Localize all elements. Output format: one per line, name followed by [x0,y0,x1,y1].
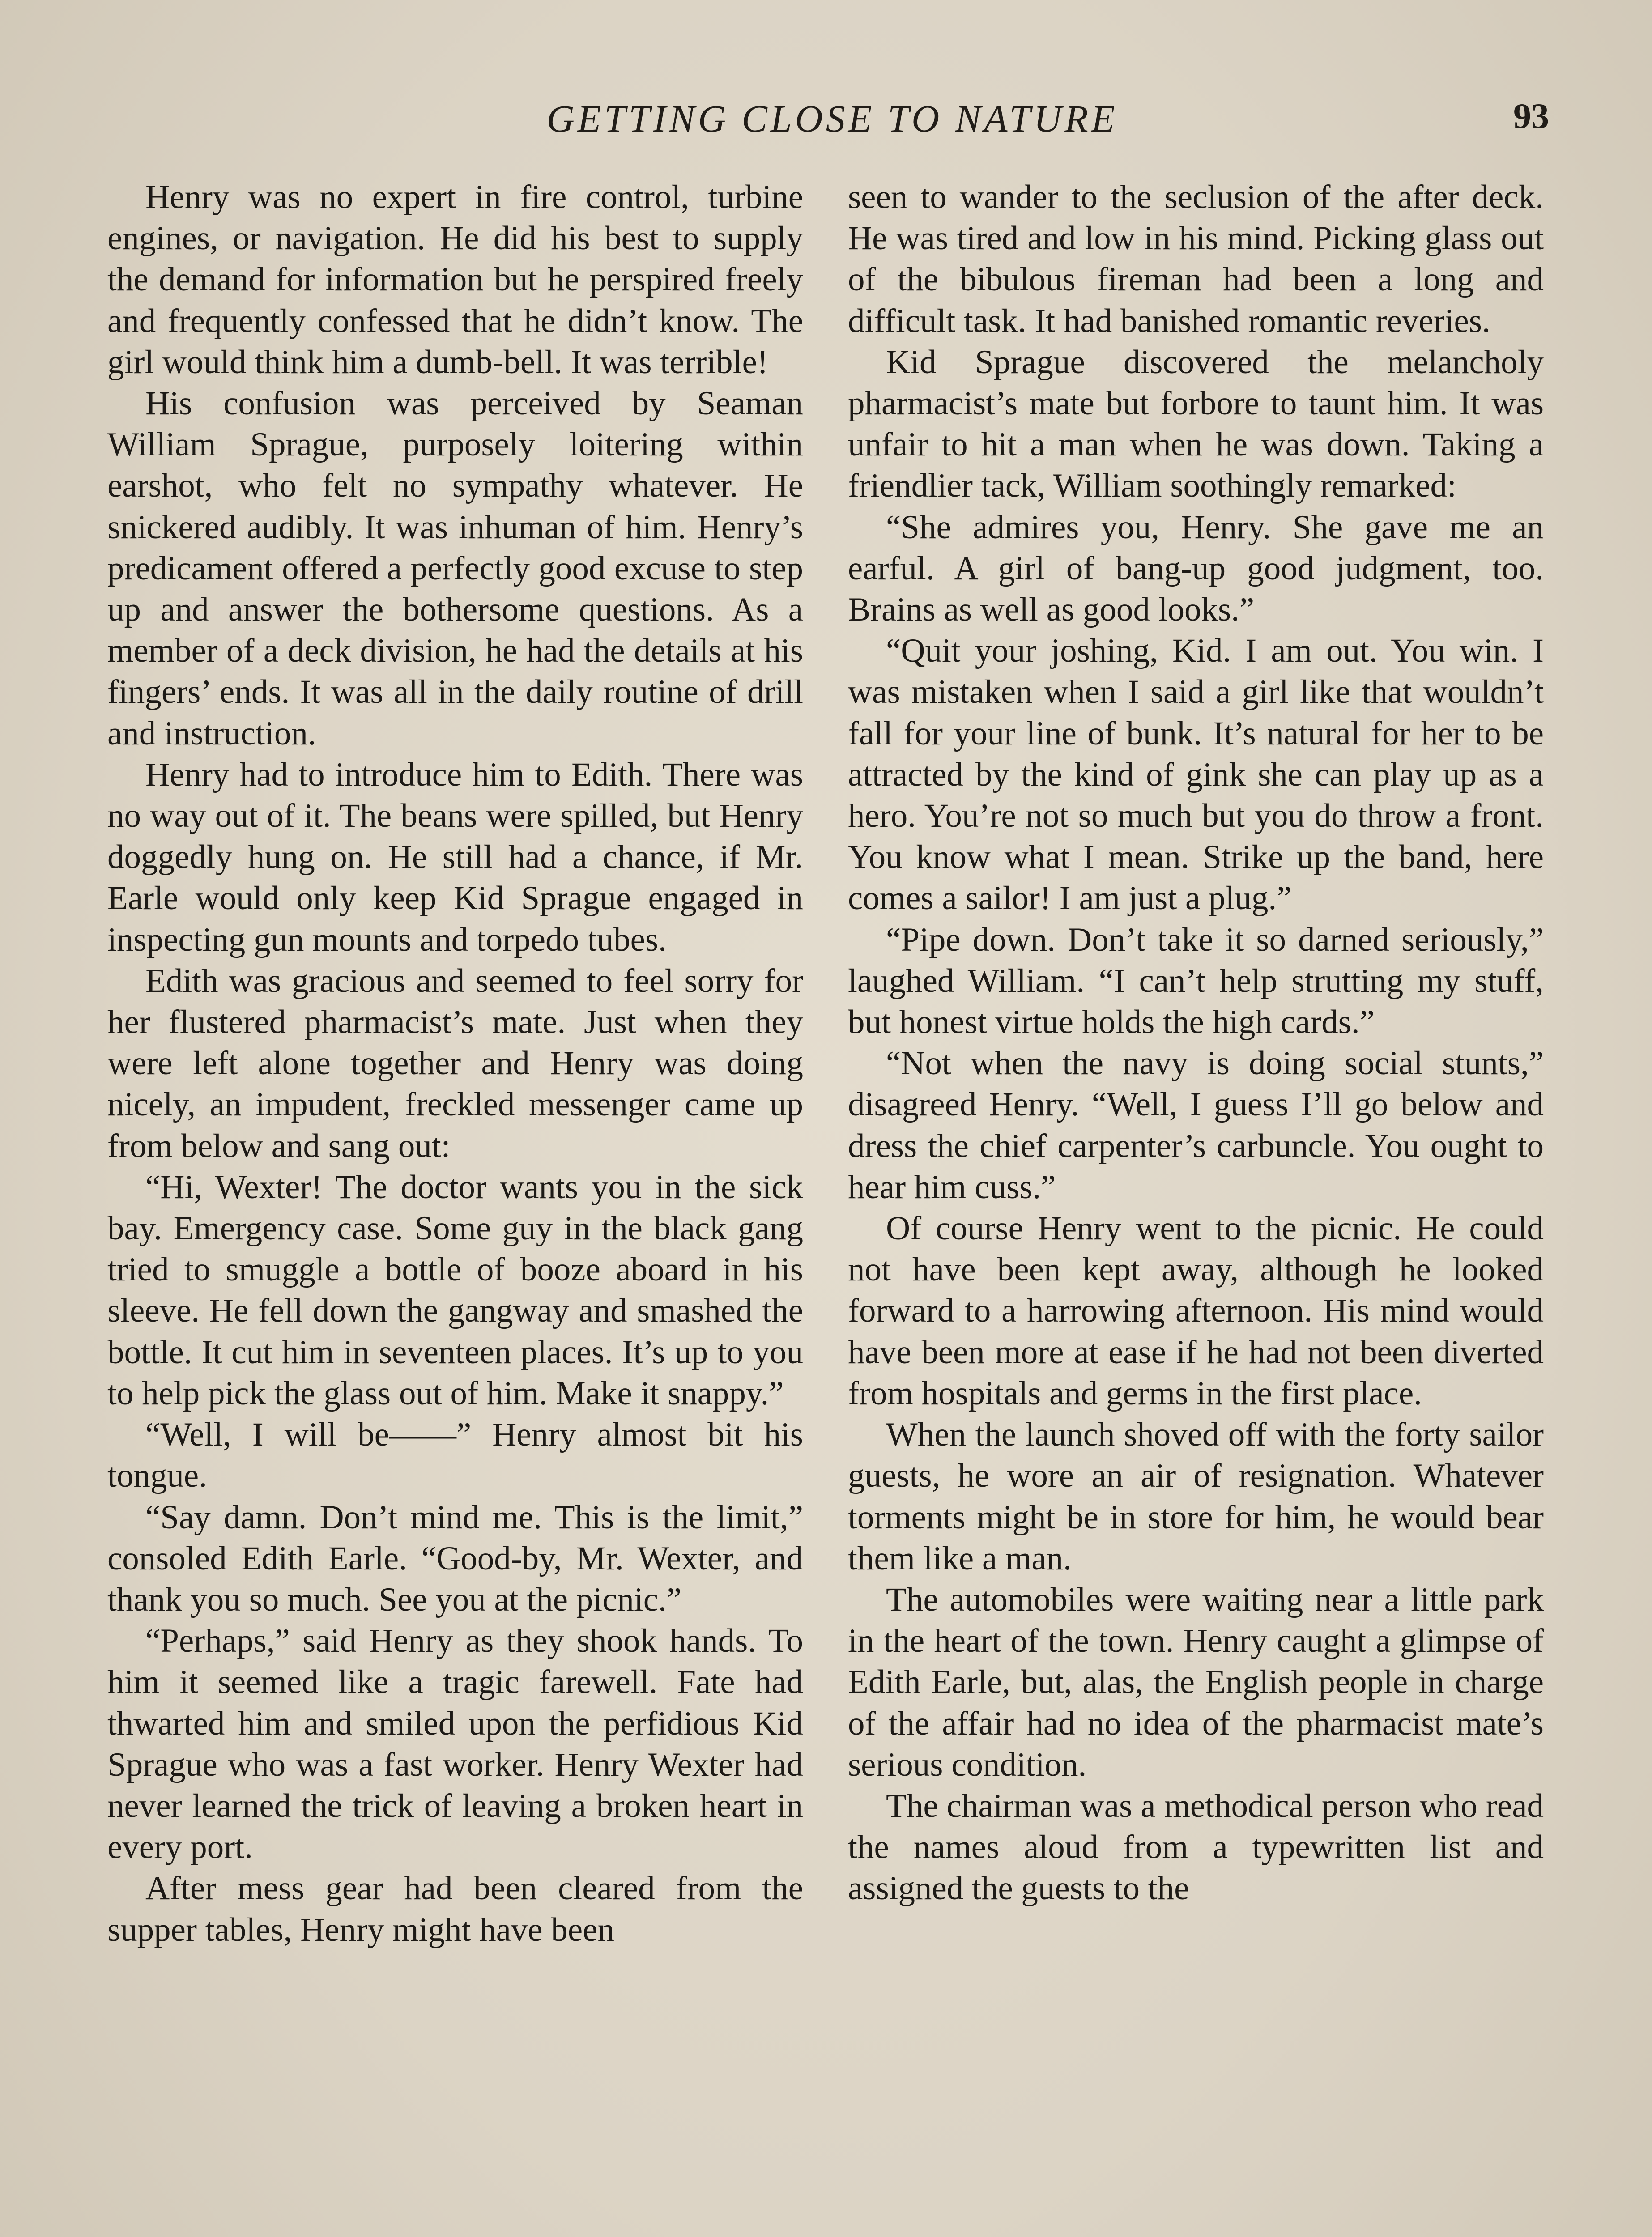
paragraph: The automobiles were waiting near a little park in the heart of the town. Henry caught a glimpse of Edith Earle, but, alas, the English people in charge of the affair had no idea of the pharmacist mate’s serious condition. [848,1581,1544,1783]
right-text-column [848,177,1544,1910]
paragraph: The chairman was a methodical person who read the names aloud from a typewritten list and assigned the guests to the [848,1787,1544,1907]
paragraph: Of course Henry went to the picnic. He could not have been kept away, although he looked forward to a harrowing afternoon. His mind would have been more at ease if he had not been diverted from hospitals and germs in the first place. [848,1210,1544,1412]
paragraph-continued: seen to wander to the seclusion of the after deck. He was tired and low in his mind. Picking glass out of the bibulous fireman had been a long and difficult task. It had banished romantic reveries. [848,179,1544,340]
running-title: GETTING CLOSE TO NATURE [546,97,1118,140]
left-text-column [107,177,803,1951]
page-number: 93 [1513,97,1549,136]
paragraph: “Quit your joshing, Kid. I am out. You win. I was mistaken when I said a girl like that wouldn’t fall for your line of bunk. It’s natural for her to be attracted by the kind of gink she can play up as a hero. You’re not so much but you do throw a front. You know what I mean. Strike up the band, here comes a sailor! I am just a plug.” [848,632,1544,917]
paragraph: “Well, I will be——” Henry almost bit his tongue. [107,1416,803,1495]
paragraph: “Not when the navy is doing social stunts,” disagreed Henry. “Well, I guess I’ll go below and dress the chief carpenter’s carbuncle. You ought to hear him cuss.” [848,1045,1544,1206]
paragraph: Kid Sprague discovered the melancholy pharmacist’s mate but forbore to taunt him. It was unfair to hit a man when he was down. Taking a friendlier tack, William soothingly remarked: [848,343,1544,505]
paragraph: Edith was gracious and seemed to feel sorry for her flustered pharmacist’s mate. Just when they were left alone together and Henry was doing nicely, an impudent, freckled messenger came up from below and sang out: [107,962,803,1165]
paragraph: “She admires you, Henry. She gave me an earful. A girl of bang-up good judgment, too. Brains as well as good looks.” [848,508,1544,629]
paragraph: “Perhaps,” said Henry as they shook hands. To him it seemed like a tragic farewell. Fate had thwarted him and smiled upon the perfidious Kid Sprague who was a fast worker. Henry Wexter had never learned the trick of leaving a broken heart in every port. [107,1622,803,1866]
paragraph: His confusion was perceived by Seaman William Sprague, purposely loitering within earshot, who felt no sympathy whatever. He snickered audibly. It was inhuman of him. Henry’s predicament offered a perfectly good excuse to step up and answer the bothersome questions. As a member of a deck division, he had the details at his fingers’ ends. It was all in the daily routine of drill and instruction. [107,385,803,752]
paragraph: When the launch shoved off with the forty sailor guests, he wore an air of resignation. Whatever torments might be in store for him, he would bear them like a man. [848,1416,1544,1577]
paragraph: “Hi, Wexter! The doctor wants you in the sick bay. Emergency case. Some guy in the black gang tried to smuggle a bottle of booze aboard in his sleeve. He fell down the gangway and smashed the bottle. It cut him in seventeen places. It’s up to you to help pick the glass out of him. Make it snappy.” [107,1168,803,1412]
paragraph: After mess gear had been cleared from the supper tables, Henry might have been [107,1870,803,1948]
paragraph: Henry had to introduce him to Edith. There was no way out of it. The beans were spilled, but Henry doggedly hung on. He still had a chance, if Mr. Earle would only keep Kid Sprague engaged in inspecting gun mounts and torpedo tubes. [107,756,803,958]
paragraph: “Pipe down. Don’t take it so darned seriously,” laughed William. “I can’t help strutting my stuff, but honest virtue holds the high cards.” [848,921,1544,1041]
paragraph: “Say damn. Don’t mind me. This is the limit,” consoled Edith Earle. “Good-by, Mr. Wexter, and thank you so much. See you at the picnic.” [107,1498,803,1618]
paragraph: Henry was no expert in fire control, turbine engines, or navigation. He did his best to supply the demand for information but he perspired freely and frequently confessed that he didn’t know. The girl would think him a dumb-bell. It was terrible! [107,179,803,381]
